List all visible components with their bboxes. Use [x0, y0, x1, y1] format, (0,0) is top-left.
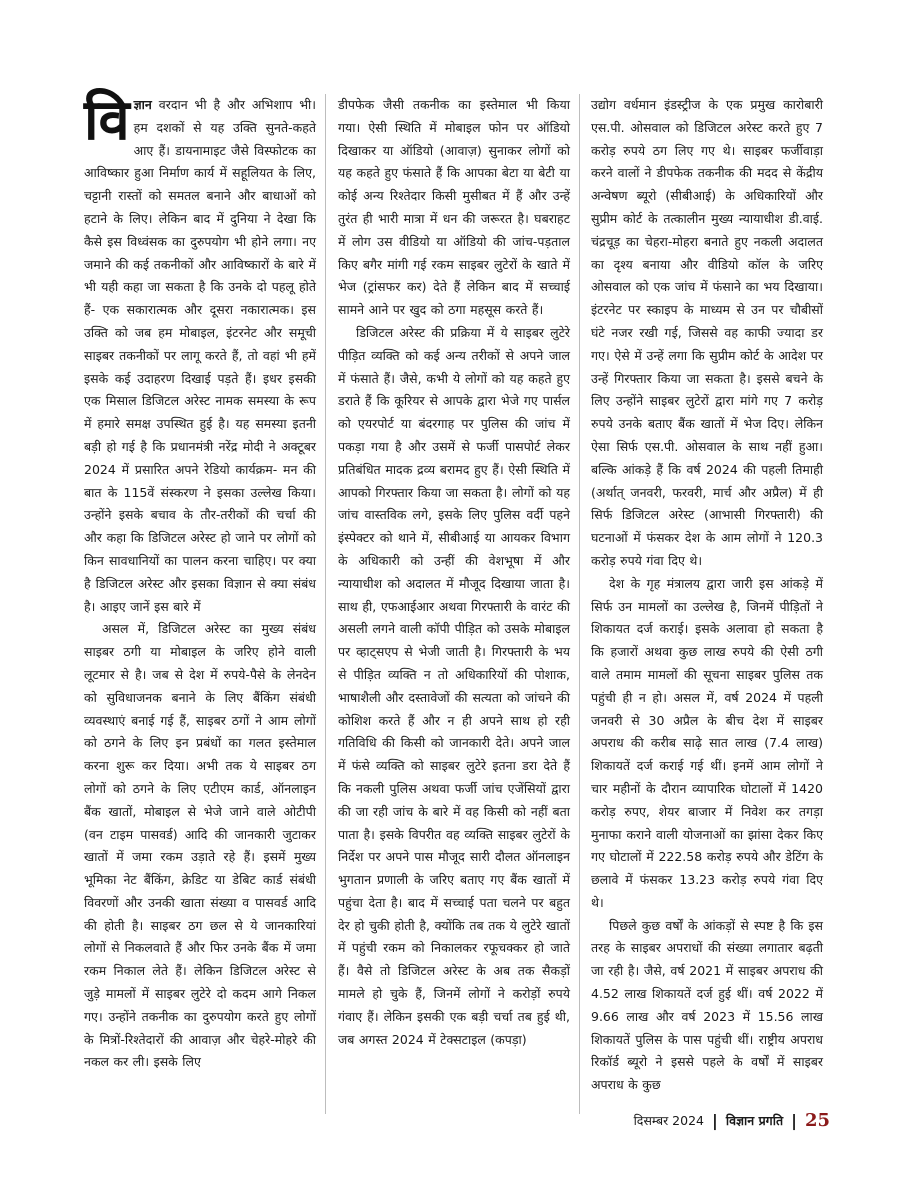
issue-date: दिसम्बर 2024: [633, 1113, 704, 1128]
footer-separator: |: [712, 1111, 718, 1130]
paragraph-arrest-process: डिजिटल अरेस्ट की प्रक्रिया में ये साइबर लुटेरे पीड़ित व्यक्ति को कई अन्य तरीकों से अपने जाल में फंसाते हैं। जैसे, कभी ये लोगों को यह कहते हुए डराते हैं कि कूरियर से आपके द्वारा भेजे गए पार्सल को एयरपोर्ट या बंदरगाह पर पुलिस की जांच में पकड़ा गया है और उसमें से फर्जी पासपोर्ट लेकर प्रतिबंधित मादक द्रव्य बरामद हुए हैं। ऐसी स्थिति में आपको गिरफ्तार किया जा सकता है। लोगों को यह जांच वास्तविक लगे, इसके लिए पुलिस वर्दी पहने इंस्पेक्टर को थाने में, सीबीआई या आयकर विभाग के अधिकारी को उन्हीं की वेशभूषा में और न्यायाधीश को अदालत में मौजूद दिखाया जाता है। साथ ही, एफआईआर अथवा गिरफ्तारी के वारंट की असली लगने वाली कॉपी पीड़ित को उसके मोबाइल पर व्हाट्सएप से भेजी जाती है। गिरफ्तारी के भय से पीड़ित व्यक्ति न तो अधिकारियों की पोशाक, भाषाशैली और दस्तावेजों की सत्यता को जांचने की कोशिश करते हैं और न ही अपने साथ हो रही गतिविधि की किसी को जानकारी देते। अपने जाल में फंसे व्यक्ति को साइबर लुटेरे इतना डरा देते हैं कि नकली पुलिस अथवा फर्जी जांच एजेंसियों द्वारा की जा रही जांच के बारे में वह किसी को नहीं बता पाता है। इसके विपरीत वह व्यक्ति साइबर लुटेरों के निर्देश पर अपने पास मौजूद सारी दौलत ऑनलाइन भुगतान प्रणाली के जरिए बताए गए बैंक खातों में पहुंचा देता है। बाद में सच्चाई पता चलने पर बहुत देर हो चुकी होती है, क्योंकि तब तक ये लुटेरे खातों में पहुंची रकम को निकालकर रफूचक्कर हो जाते हैं। वैसे तो डिजिटल अरेस्ट के अब तक सैकड़ों मामले हो चुके हैं, जिनमें लोगों ने करोड़ों रुपये गंवाए हैं। लेकिन इसकी एक बड़ी चर्चा तब हुई थी, जब अगस्त 2024 में टेक्सटाइल (कपड़ा): [338, 324, 570, 1047]
paragraph-deepfake: डीपफेक जैसी तकनीक का इस्तेमाल भी किया गया। ऐसी स्थिति में मोबाइल फोन पर ऑडियो दिखाकर या ऑडियो (आवाज़) सुनाकर लोगों को यह कहते हुए फंसाते हैं कि आपका बेटा या बेटी या कोई अन्य रिश्तेदार किसी मुसीबत में हैं और उन्हें तुरंत ही भारी मात्रा में धन की जरूरत है। घबराहट में लोग उस वीडियो या ऑडियो की जांच-पड़ताल किए बगैर मांगी गई रकम साइबर लुटेरों के खाते में भेज (ट्रांसफर कर) देते हैं लेकिन बाद में सच्चाई सामने आने पर खुद को ठगा महसूस करते हैं।: [338, 97, 570, 318]
paragraph-yearly-stats: पिछले कुछ वर्षों के आंकड़ों से स्पष्ट है कि इस तरह के साइबर अपराधों की संख्या लगातार बढ़ती जा रही है। जैसे, वर्ष 2021 में साइबर अपराध की 4.52 लाख शिकायतें दर्ज हुई थीं। वर्ष 2022 में 9.66 लाख और वर्ष 2023 में 15.56 लाख शिकायतें पुलिस के पास पहुंची थीं। राष्ट्रीय अपराध रिकॉर्ड ब्यूरो ने इससे पहले के वर्षों में साइबर अपराध के कुछ: [591, 917, 823, 1093]
article-column-3: [591, 94, 823, 1097]
paragraph-oswal-case: उद्योग वर्धमान इंडस्ट्रीज के एक प्रमुख कारोबारी एस.पी. ओसवाल को डिजिटल अरेस्ट करते हुए 7 करोड़ रुपये ठग लिए गए थे। साइबर फर्जीवाड़ा करने वालों ने डीपफेक तकनीक की मदद से केंद्रीय अन्वेषण ब्यूरो (सीबीआई) के अधिकारियों और सुप्रीम कोर्ट के तत्कालीन मुख्य न्यायाधीश डी.वाई. चंद्रचूड़ का चेहरा-मोहरा बनाते हुए नकली अदालत का दृश्य बनाया और वीडियो कॉल के जरिए ओसवाल को एक जांच में फंसाने का भय दिखाया। इंटरनेट पर स्काइप के माध्यम से उन पर चौबीसों घंटे नजर रखी गई, जिससे वह काफी ज्यादा डर गए। ऐसे में उन्हें लगा कि सुप्रीम कोर्ट के आदेश पर उन्हें गिरफ्तार किया जा सकता है। इससे बचने के लिए उन्होंने साइबर लुटेरों द्वारा मांगे गए 7 करोड़ रुपये उनके बताए बैंक खातों में भेज दिए। लेकिन ऐसा सिर्फ एस.पी. ओसवाल के साथ नहीं हुआ। बल्कि आंकड़े हैं कि वर्ष 2024 की पहली तिमाही (अर्थात् जनवरी, फरवरी, मार्च और अप्रैल) में ही सिर्फ डिजिटल अरेस्ट (आभासी गिरफ्तारी) की घटनाओं में फंसकर देश के आम लोगों ने 120.3 करोड़ रुपये गंवा दिए थे।: [591, 97, 823, 568]
page-number: 25: [804, 1110, 830, 1131]
dropcap-letter: वि: [84, 87, 130, 153]
footer-separator: |: [791, 1111, 797, 1130]
intro-text: वरदान भी है और अभिशाप भी। हम दशकों से यह उक्ति सुनते-कहते आए हैं। डायनामाइट जैसे विस्फोटक का आविष्कार हुआ निर्माण कार्य में सहूलियत के लिए, चट्टानी रास्तों को समतल बनाने और बाधाओं को हटाने के लिए। लेकिन बाद में दुनिया ने देखा कि कैसे इस विध्वंसक का दुरुपयोग भी होने लगा। नए जमाने की कई तकनीकों और आविष्कारों के बारे में भी यही कहा जा सकता है कि उनके दो पहलू होते हैं- एक सकारात्मक और दूसरा नकारात्मक। इस उक्ति को जब हम मोबाइल, इंटरनेट और समूची साइबर तकनीकों पर लागू करते हैं, तो वहां भी हमें इसके कई उदाहरण दिखाई पड़ते हैं। इधर इसकी एक मिसाल डिजिटल अरेस्ट नामक समस्या के रूप में हमारे समक्ष उपस्थित हुई है। यह समस्या इतनी बड़ी हो गई है कि प्रधानमंत्री नरेंद्र मोदी ने अक्टूबर 2024 में प्रसारित अपने रेडियो कार्यक्रम- मन की बात के 115वें संस्करण ने इसका उल्लेख किया। उन्होंने इसके बचाव के तौर-तरीकों की चर्चा की और कहा कि डिजिटल अरेस्ट हो जाने पर लोगों को किन सावधानियों का पालन करना चाहिए। पर क्या है डिजिटल अरेस्ट और इसका विज्ञान से क्या संबंध है। आइए जानें इस बारे में: [84, 97, 316, 614]
intro-paragraph: [84, 87, 316, 618]
article-column-1: [84, 87, 316, 1074]
magazine-name: विज्ञान प्रगति: [725, 1113, 784, 1128]
column-divider: [579, 94, 580, 1114]
column-divider: [325, 94, 326, 1114]
page-footer: [610, 1110, 830, 1131]
lead-word: ज्ञान: [133, 97, 152, 112]
article-column-2: [338, 94, 570, 1051]
paragraph-digital-arrest-basics: असल में, डिजिटल अरेस्ट का मुख्य संबंध साइबर ठगी या मोबाइल के जरिए होने वाली लूटमार से है। जब से देश में रुपये-पैसे के लेनदेन को सुविधाजनक बनाने के लिए बैंकिंग संबंधी व्यवस्थाएं बनाई गई हैं, साइबर ठगों ने आम लोगों को ठगने के लिए इन प्रबंधों का गलत इस्तेमाल करना शुरू कर दिया। अभी तक ये साइबर ठग लोगों को ठगने के लिए एटीएम कार्ड, ऑनलाइन बैंक खातों, मोबाइल से भेजे जाने वाले ओटीपी (वन टाइम पासवर्ड) आदि की जानकारी जुटाकर खातों में जमा रकम उड़ाते रहे हैं। इसमें मुख्य भूमिका नेट बैंकिंग, क्रेडिट या डेबिट कार्ड संबंधी विवरणों और उनकी खाता संख्या व पासवर्ड आदि की होती है। साइबर ठग छल से ये जानकारियां लोगों से निकलवाते हैं और फिर उनके बैंक में जमा रकम निकाल लेते हैं। लेकिन डिजिटल अरेस्ट से जुड़े मामलों में साइबर लुटेरे दो कदम आगे निकल गए। उन्होंने तकनीक का दुरुपयोग करते हुए लोगों के मित्रों-रिश्तेदारों की आवाज़ और चेहरे-मोहरे की नकल कर ली। इसके लिए: [84, 621, 316, 1070]
paragraph-home-ministry-data: देश के गृह मंत्रालय द्वारा जारी इस आंकड़े में सिर्फ उन मामलों का उल्लेख है, जिनमें पीड़ितों ने शिकायत दर्ज कराई। इसके अलावा हो सकता है कि हजारों अथवा कुछ लाख रुपये की ऐसी ठगी वाले तमाम मामलों की सूचना साइबर पुलिस तक पहुंची ही न हो। असल में, वर्ष 2024 में पहली जनवरी से 30 अप्रैल के बीच देश में साइबर अपराध की करीब साढ़े सात लाख (7.4 लाख) शिकायतें दर्ज कराई गई थीं। इनमें आम लोगों ने चार महीनों के दौरान व्यापारिक घोटालों में 1420 करोड़ रुपए, शेयर बाजार में निवेश कर तगड़ा मुनाफा कराने वाली योजनाओं का झांसा देकर किए गए घोटालों में 222.58 करोड़ रुपये और डेटिंग के छलावे में फंसकर 13.23 करोड़ रुपये गंवा दिए थे।: [591, 575, 823, 910]
